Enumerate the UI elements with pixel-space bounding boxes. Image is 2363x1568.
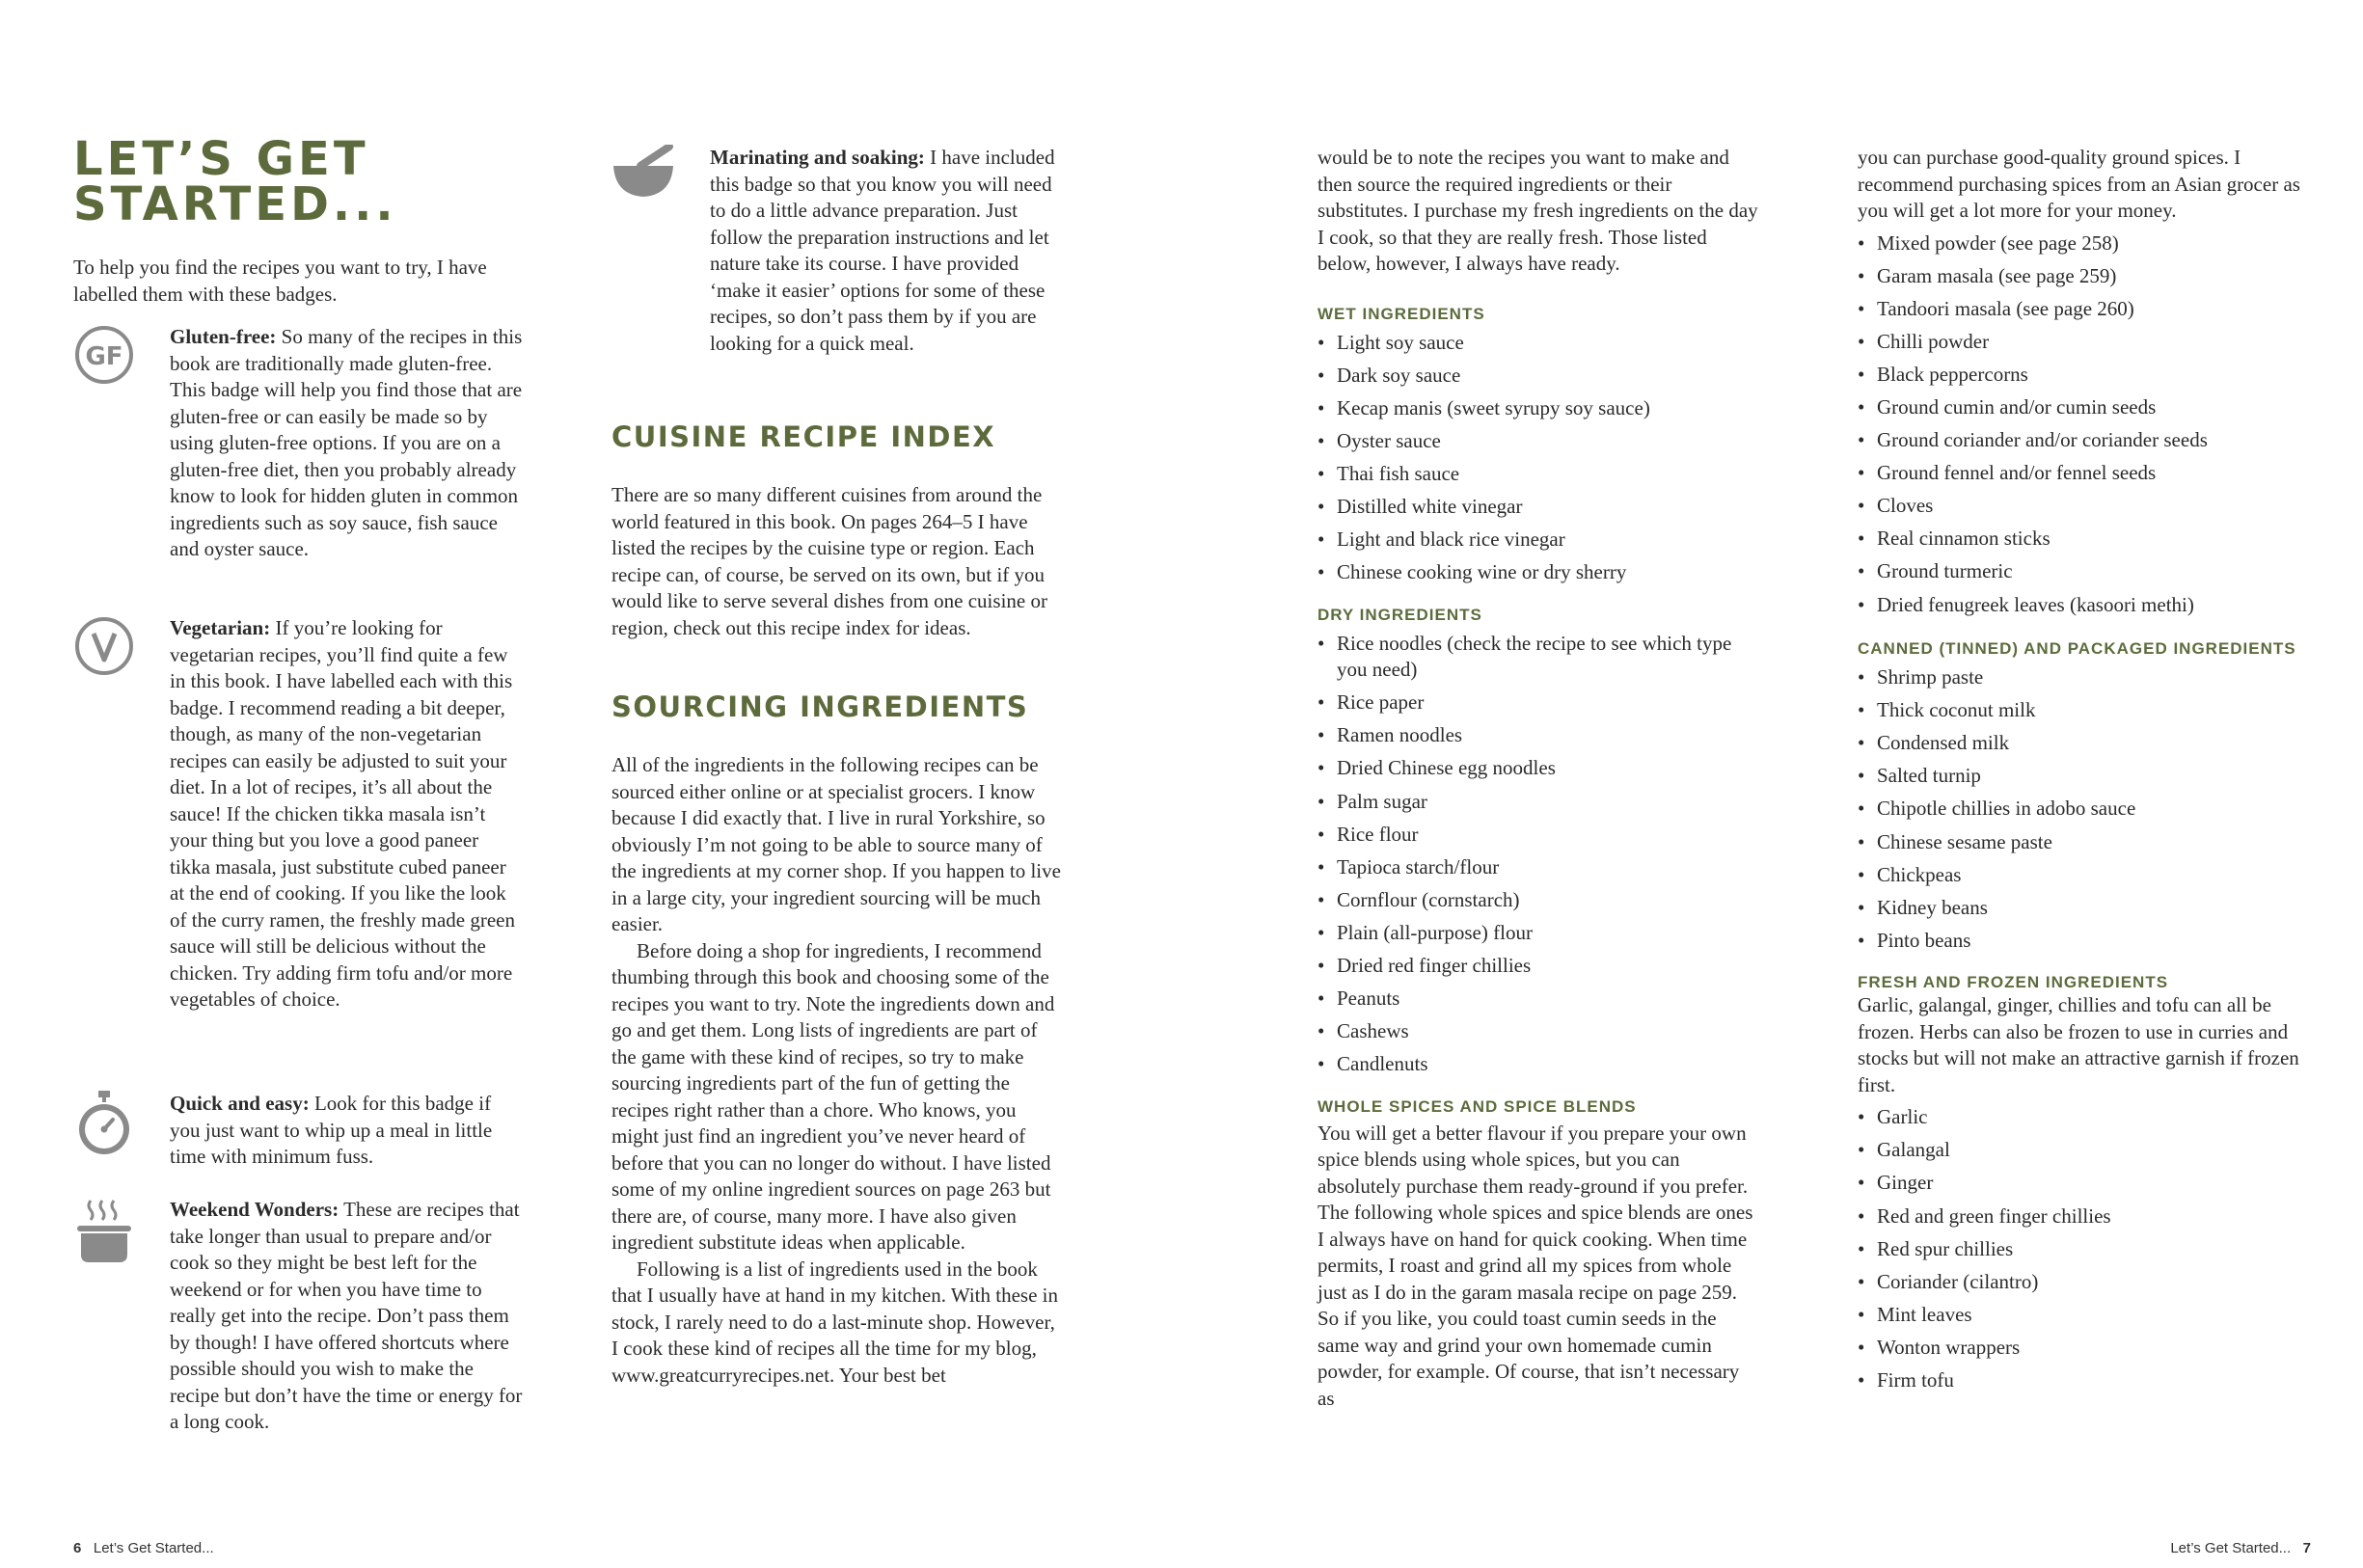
list-item: • Oyster sauce <box>1317 428 1761 455</box>
list-item: • Salted turnip <box>1858 763 2311 790</box>
list-item: • Kidney beans <box>1858 895 2311 922</box>
list-item: • Palm sugar <box>1317 789 1761 816</box>
list-item: • Peanuts <box>1317 986 1761 1013</box>
cuisine-heading: CUISINE RECIPE INDEX <box>611 420 996 453</box>
list-item: • Tandoori masala (see page 260) <box>1858 296 2311 323</box>
list-item: • Light soy sauce <box>1317 330 1761 357</box>
sourcing-paragraph: All of the ingredients in the following recipes can be sourced either online or at specialist grocers. I know because I did exactly that. I live in rural Yorkshire, so obviously I’m not going to be able to source many of the ingredients at my corner shop. If you happen to live in a large city, your ingredient sourcing will be much easier. <box>611 753 1061 935</box>
list-item: • Black peppercorns <box>1858 362 2311 389</box>
badge-label: Weekend Wonders: <box>170 1198 340 1221</box>
badge-description: These are recipes that take longer than usual to prepare and/or cook so they might be best left for the weekend or for when you have time to really get into the recipe. Don’t pass them by though! I have offered shortcuts where possible should you wish to make the recipe but don’t have the time or energy for a long cook. <box>170 1198 523 1433</box>
vegetarian-icon <box>73 615 139 682</box>
list-item: • Kecap manis (sweet syrupy soy sauce) <box>1317 395 1761 422</box>
list-item: • Cloves <box>1858 493 2311 520</box>
mortar-pestle-icon <box>611 145 677 205</box>
left-footer <box>73 1540 214 1556</box>
right-footer <box>2170 1540 2311 1556</box>
list-item: • Tapioca starch/flour <box>1317 854 1761 881</box>
list-item: • Real cinnamon sticks <box>1858 526 2311 553</box>
dry-ingredients-heading: DRY INGREDIENTS <box>1317 605 1482 624</box>
list-item: • Mint leaves <box>1858 1302 2311 1329</box>
badge-description: I have included this badge so that you know you will need to do a little advance preparation. Just follow the preparation instructions and let nature take its course. I have provided ‘make it easier’ options for some of these recipes, so don’t pass them by if you are looking for a quick meal. <box>710 146 1055 355</box>
list-item: • Rice paper <box>1317 689 1761 716</box>
list-item: • Red spur chillies <box>1858 1236 2311 1263</box>
title-line-1: LET’S GET <box>73 132 369 186</box>
list-item: • Shrimp paste <box>1858 664 2311 691</box>
list-item: • Chinese sesame paste <box>1858 829 2311 856</box>
dry-ingredients-list <box>1317 631 1761 1078</box>
gluten-free-icon <box>73 324 139 391</box>
sourcing-paragraph: Before doing a shop for ingredients, I recommend thumbing through this book and choosing some of the recipes you want to try. Note the ingredients down and go and get them. Long lists of ingredients are part of the game with these kind of recipes, so try to make sourcing ingredients part of the fun of getting the recipes right rather than a chore. Who knows, you might just find an ingredient you’ve never heard of before that you can no longer do without. I have listed some of my online ingredient sources on page 263 but there are, of course, many more. I have also given ingredient substitute ideas when applicable. <box>611 938 1055 1254</box>
wet-ingredients-list <box>1317 330 1761 586</box>
right-page-column-2 <box>1858 145 2311 1400</box>
list-item: • Ginger <box>1858 1170 2311 1197</box>
list-item: • Chilli powder <box>1858 329 2311 356</box>
steaming-pot-icon <box>73 1197 139 1271</box>
list-item: • Chipotle chillies in adobo sauce <box>1858 796 2311 823</box>
canned-ingredients-list <box>1858 664 2311 954</box>
list-item: • Chickpeas <box>1858 862 2311 889</box>
list-item: • Firm tofu <box>1858 1367 2311 1394</box>
title-line-2: STARTED... <box>73 177 397 231</box>
stopwatch-icon <box>73 1091 139 1161</box>
fresh-ingredients-heading: FRESH AND FROZEN INGREDIENTS <box>1858 973 2169 992</box>
badge-description: If you’re looking for vegetarian recipes, you’ll find quite a few in this book. I have labelled each with this badge. I recommend reading a bit deeper, though, as many of the non-vegetarian recipes can easily be adjusted to suit your diet. In a lot of recipes, it’s all about the sauce! If the chicken tikka masala isn’t your thing but you love a good paneer tikka masala, just substitute cubed paneer at the end of cooking. If you like the look of the curry ramen, the freshly made green sauce will still be delicious without the chicken. Try adding firm tofu and/or more vegetables of choice. <box>170 616 516 1011</box>
list-item: • Dried red finger chillies <box>1317 953 1761 980</box>
badge-weekend-wonders-text <box>170 1197 523 1436</box>
badge-label: Quick and easy: <box>170 1092 310 1115</box>
list-item: • Ground turmeric <box>1858 558 2311 585</box>
list-item: • Garlic <box>1858 1104 2311 1131</box>
badge-quick-easy-text <box>170 1091 523 1171</box>
list-item: • Thai fish sauce <box>1317 461 1761 488</box>
wet-ingredients-heading: WET INGREDIENTS <box>1317 304 1485 323</box>
list-item: • Light and black rice vinegar <box>1317 527 1761 554</box>
list-item: • Wonton wrappers <box>1858 1335 2311 1362</box>
list-item: • Dark soy sauce <box>1317 363 1761 390</box>
list-item: • Ground fennel and/or fennel seeds <box>1858 460 2311 487</box>
list-item: • Ground coriander and/or coriander seeds <box>1858 427 2311 454</box>
running-footer: Let’s Get Started... <box>93 1540 214 1556</box>
badge-label: Marinating and soaking: <box>710 146 925 169</box>
list-item: • Condensed milk <box>1858 730 2311 757</box>
list-item: • Red and green finger chillies <box>1858 1203 2311 1230</box>
list-item: • Thick coconut milk <box>1858 697 2311 724</box>
badge-description: So many of the recipes in this book are traditionally made gluten-free. This badge will help you find those that are gluten-free or can easily be made so by using gluten-free options. If you are on a gluten-free diet, then you probably already know to look for hidden gluten in common ingredients such as soy sauce, fish sauce and oyster sauce. <box>170 325 523 560</box>
sourcing-text <box>611 752 1067 1389</box>
list-item: • Garam masala (see page 259) <box>1858 263 2311 290</box>
list-item: • Cornflour (cornstarch) <box>1317 887 1761 914</box>
list-item: • Candlenuts <box>1317 1051 1761 1078</box>
list-item: • Rice noodles (check the recipe to see which type you need) <box>1317 631 1761 684</box>
spices-list <box>1858 230 2311 619</box>
list-item: • Chinese cooking wine or dry sherry <box>1317 559 1761 586</box>
sourcing-paragraph: Following is a list of ingredients used in the book that I usually have at hand in my kitchen. With these in stock, I rarely need to do a last-minute shop. However, I cook these kind of recipes all the time for my blog, www.greatcurryrecipes.net. Your best bet <box>611 1257 1058 1387</box>
list-item: • Distilled white vinegar <box>1317 494 1761 521</box>
page-number: 6 <box>73 1540 82 1556</box>
badge-gluten-free-text <box>170 324 523 563</box>
list-item: • Plain (all-purpose) flour <box>1317 920 1761 947</box>
list-item: • Mixed powder (see page 258) <box>1858 230 2311 257</box>
list-item: • Cashews <box>1317 1018 1761 1045</box>
right-page-column-1 <box>1317 145 1761 1412</box>
list-item: • Rice flour <box>1317 822 1761 849</box>
list-item: • Ramen noodles <box>1317 722 1761 749</box>
badge-marinating-text <box>710 145 1067 357</box>
fresh-text: Garlic, galangal, ginger, chillies and tofu can all be frozen. Herbs can also be frozen to use in curries and stocks but will not make an attractive garnish if frozen first. <box>1858 993 2299 1096</box>
list-item: • Dried Chinese egg noodles <box>1317 755 1761 782</box>
spices-continuation: you can purchase good-quality ground spices. I recommend purchasing spices from an Asian grocer as you will get a lot more for your money. <box>1858 146 2300 222</box>
list-item: • Galangal <box>1858 1137 2311 1164</box>
sourcing-heading: SOURCING INGREDIENTS <box>611 690 1029 723</box>
running-footer: Let’s Get Started... <box>2170 1540 2292 1556</box>
badge-description: Look for this badge if you just want to whip up a meal in little time with minimum fuss. <box>170 1092 493 1168</box>
list-item: • Pinto beans <box>1858 928 2311 955</box>
spices-text: You will get a better flavour if you prepare your own spice blends using whole spices, but you can absolutely purchase them ready-ground if you prefer. The following whole spices and spice blends are ones I always have on hand for quick cooking. When time permits, I roast and grind all my spices from whole just as I do in the garam masala recipe on page 259. So if you like, you could toast cumin seeds in the same way and grind your own homemade cumin powder, for example. Of course, that isn’t necessary as <box>1317 1121 1753 1410</box>
page-title <box>73 132 397 231</box>
list-item: • Dried fenugreek leaves (kasoori methi) <box>1858 592 2311 619</box>
fresh-ingredients-list <box>1858 1104 2311 1393</box>
spices-heading: WHOLE SPICES AND SPICE BLENDS <box>1317 1096 1637 1116</box>
intro-text: To help you find the recipes you want to try, I have labelled them with these badges. <box>73 256 487 306</box>
badge-label: Gluten-free: <box>170 325 277 348</box>
badge-label: Vegetarian: <box>170 616 271 639</box>
cuisine-text: There are so many different cuisines from around the world featured in this book. On pages 264–5 I have listed the recipes by the cuisine type or region. Each recipe can, of course, be served on its own, but if you would like to serve several dishes from one cuisine or region, check out this recipe index for ideas. <box>611 483 1047 639</box>
list-item: • Coriander (cilantro) <box>1858 1269 2311 1296</box>
svg-text:GF: GF <box>85 342 123 371</box>
badge-vegetarian-text <box>170 615 523 1014</box>
page-number: 7 <box>2302 1540 2311 1556</box>
continuation-text: would be to note the recipes you want to make and then source the required ingredients or their substitutes. I purchase my fresh ingredients on the day I cook, so that they are really fresh. Those listed below, however, I always have ready. <box>1317 146 1758 275</box>
list-item: • Ground cumin and/or cumin seeds <box>1858 394 2311 421</box>
canned-ingredients-heading: CANNED (TINNED) AND PACKAGED INGREDIENTS <box>1858 639 2296 659</box>
